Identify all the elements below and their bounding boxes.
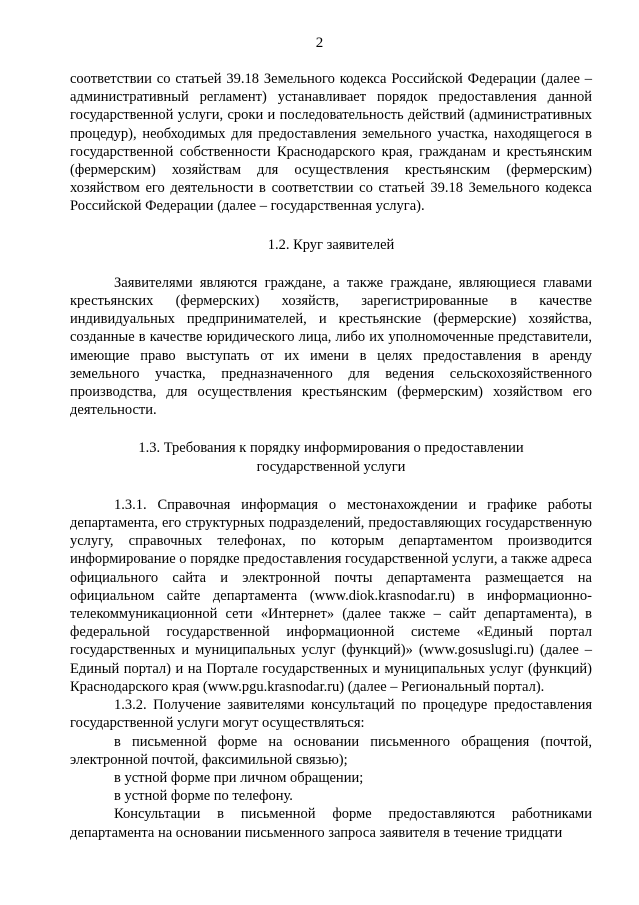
- paragraph-regulation-scope: соответствии со статьей 39.18 Земельного кодекса Российской Федерации (далее – административный регламент) устанавливает порядок предоставления данной государственной услуги, сроки и последовательность действий (административных процедур), необходимых для предоставления земельного участка, находящегося в государственной собственности Краснодарского края, гражданам и крестьянским (фермерским) хозяйствам для осуществления крестьянским (фермерским) хозяйством его деятельности в соответствии со статьей 39.18 Земельного кодекса Российской Федерации (далее – государственная услуга).: [70, 71, 592, 215]
- paragraph-consultations: 1.3.2. Получение заявителями консультаций по процедуре предоставления государственной услуги могут осуществляться:: [70, 697, 592, 732]
- paragraph-oral-phone: в устной форме по телефону.: [114, 788, 293, 805]
- heading-information-requirements-line-2: государственной услуги: [256, 458, 406, 475]
- paragraph-oral-personal: в устной форме при личном обращении;: [114, 769, 364, 786]
- paragraph-reference-information: 1.3.1. Справочная информация о местонахождении и графике работы департамента, его структурных подразделений, предоставляющих государственную услугу, справочных телефонах, по которым департаментом производится информирование о порядке предоставления государственной услуги, а также адреса официального сайта и электронной почты департамента размещается на официальном сайте департамента (www.diok.krasnodar.ru) в информационно-телекоммуникационной сети «Интернет» (далее также – сайт департамента), в федеральной государственной информационной системе «Единый портал государственных и муниципальных услуг (функций)» (www.gosuslugi.ru) (далее – Единый портал) и на Портале государственных и муниципальных услуг (функций) Краснодарского края (www.pgu.krasnodar.ru) (далее – Региональный портал).: [70, 496, 592, 695]
- paragraph-written-form: в письменной форме на основании письменного обращения (почтой, электронной почтой, факсимильной связью);: [70, 733, 592, 768]
- paragraph-applicants: Заявителями являются граждане, а также граждане, являющиеся главами крестьянских (фермерских) хозяйств, зарегистрированные в качестве индивидуальных предпринимателей, и крестьянские (фермерские) хозяйства, созданные в качестве юридического лица, либо их уполномоченные представители, имеющие право выступать от их имени в целях предоставления в аренду земельного участка, предназначенного для ведения сельскохозяйственного производства, для осуществления крестьянским (фермерским) хозяйством его деятельности.: [70, 274, 592, 419]
- heading-information-requirements-line-1: 1.3. Требования к порядку информирования о предоставлении: [138, 440, 524, 457]
- heading-applicants: 1.2. Круг заявителей: [267, 236, 395, 253]
- document-body: [70, 70, 592, 842]
- page-number: 2: [315, 35, 324, 51]
- paragraph-written-consultations: Консультации в письменной форме предоставляются работниками департамента на основании письменного запроса заявителя в течение тридцати: [70, 806, 592, 841]
